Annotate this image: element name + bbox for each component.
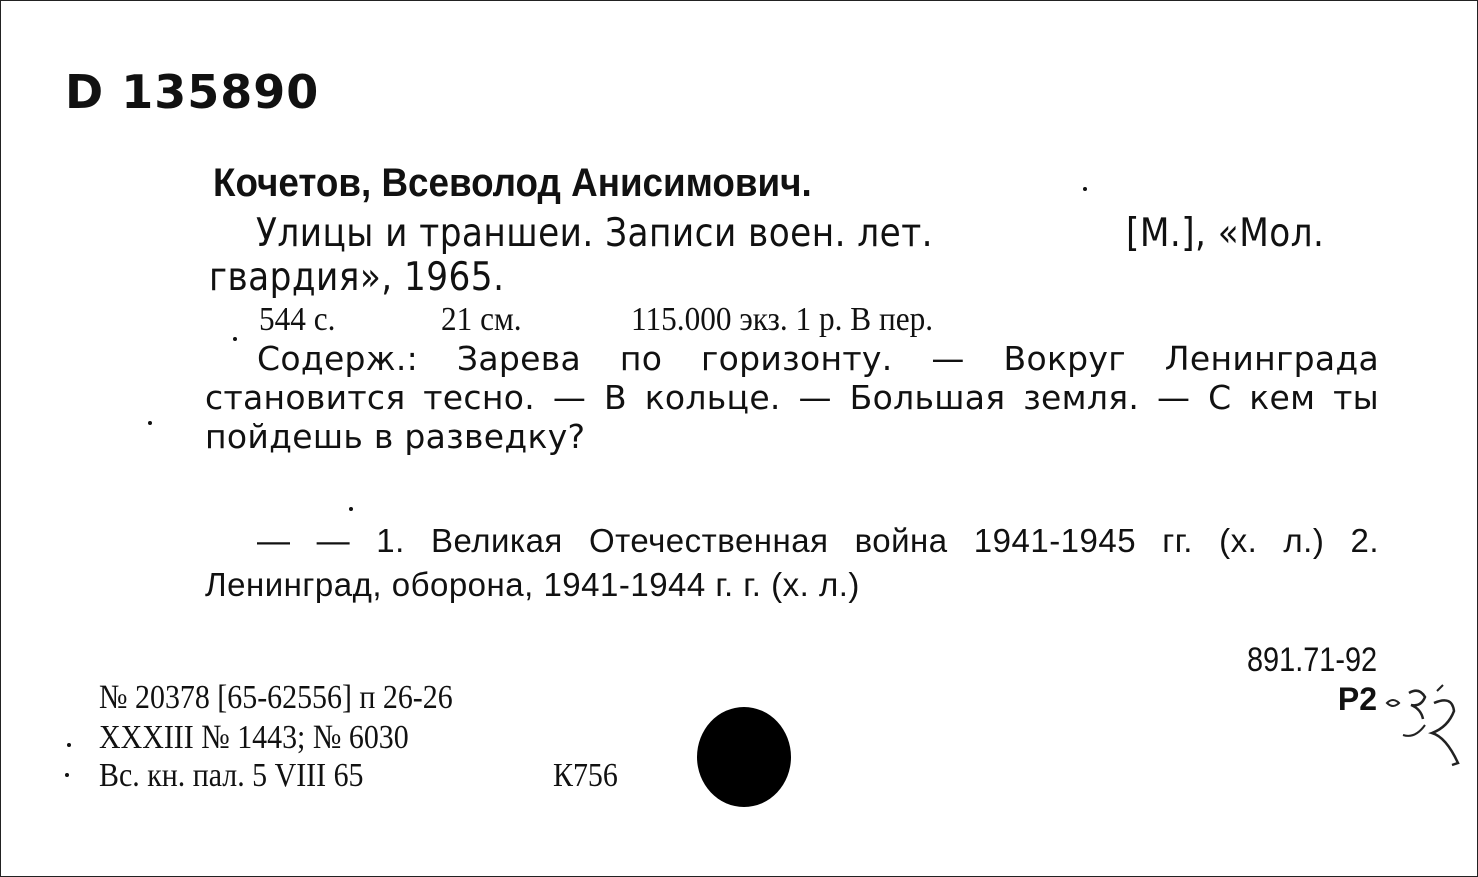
collation-copies-price: 115.000 экз. 1 р. В пер. (631, 301, 934, 338)
ink-speck (148, 421, 152, 425)
subject-headings: — — 1. Великая Отечественная война 1941-1945 гг. (х. л.) 2. Ленинград, оборона, 1941-1944 г. г. (х. л.) (205, 522, 1379, 603)
ink-speck (1083, 187, 1087, 191)
ink-speck (233, 337, 237, 341)
ink-speck (349, 507, 353, 511)
collation-pages: 544 с. (259, 301, 336, 338)
title-main: Улицы и траншеи. Записи воен. лет. (256, 211, 933, 256)
footer-code: К756 (553, 757, 618, 794)
contents-note: Содерж.: Зарева по горизонту. — Вокруг Ленинграда становится тесно. — В кольце. — Большая земля. — С кем ты пойдешь в разведку? (205, 339, 1379, 456)
footer-line-2: XXXIII № 1443; № 6030 (99, 719, 409, 756)
footer-line-1: № 20378 [65-62556] п 26-26 (99, 679, 453, 716)
publisher-end: гвардия», 1965. (209, 255, 505, 300)
inventory-stamp-number: D 135890 (65, 65, 320, 119)
footer-line-3: Вс. кн. пал. 5 VIII 65 (99, 757, 364, 794)
cutter-mark: Р2 (1337, 681, 1377, 717)
author-heading: Кочетов, Всеволод Анисимович. (213, 161, 812, 205)
collation-size: 21 см. (441, 301, 522, 338)
publisher-start: [М.], «Мол. (1126, 211, 1325, 256)
punch-hole (697, 707, 791, 807)
classification-mark: 891.71-92 (1246, 641, 1377, 679)
ink-speck (65, 773, 69, 777)
ink-speck (67, 743, 71, 747)
handwritten-mark (1379, 673, 1478, 773)
